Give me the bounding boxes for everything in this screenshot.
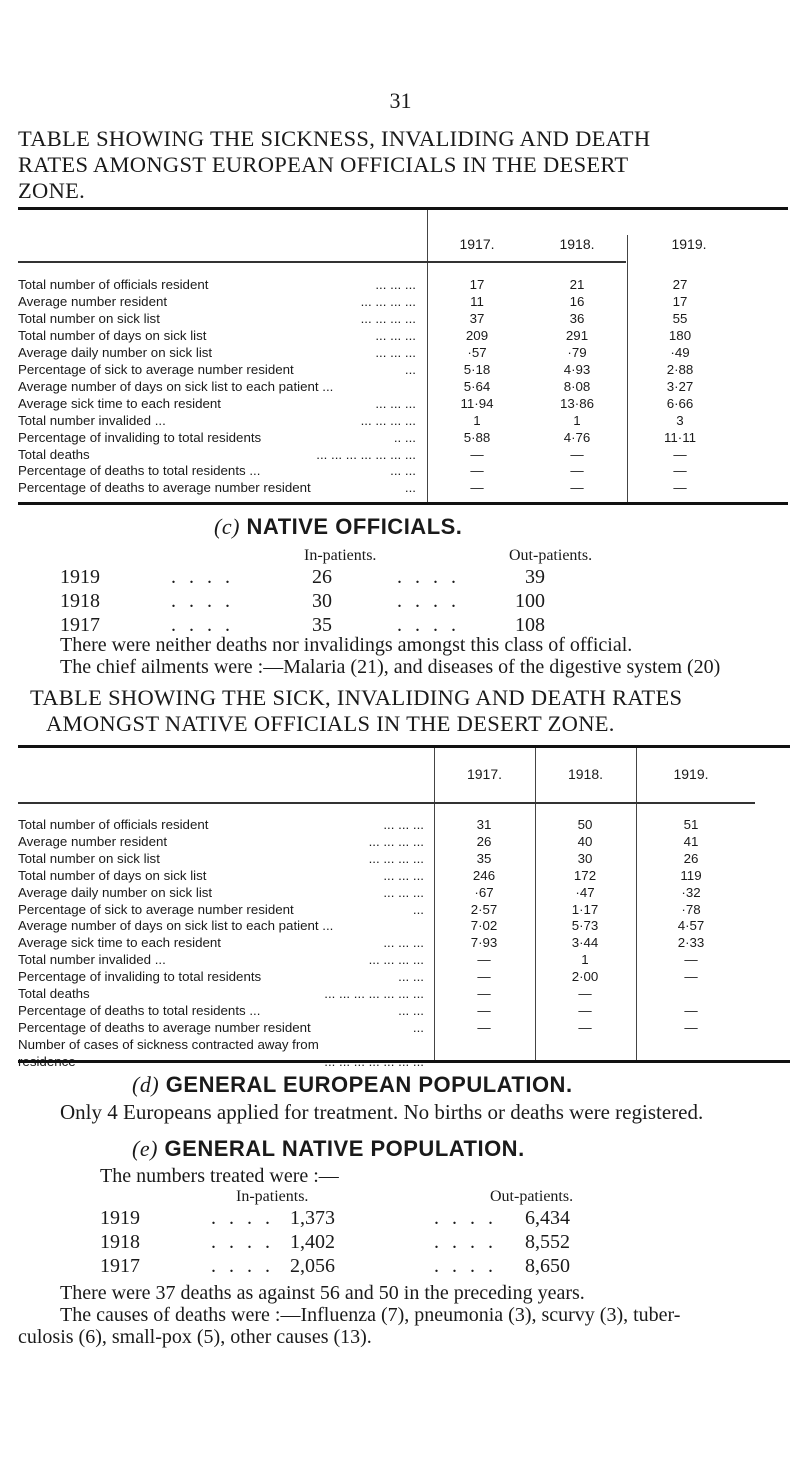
column-header-1918: 1918. (559, 236, 595, 252)
row-leader-dots: ... ... ... ... (368, 850, 424, 866)
row-label: Average number resident (18, 833, 168, 849)
out-patients-value: 6,434 (525, 1207, 570, 1229)
row-label: Average number of days on sick list to each patient ... (18, 378, 334, 394)
row-leader-dots: ... ... ... (383, 867, 424, 883)
in-patients-header: In-patients. (304, 547, 377, 564)
table-1-title (18, 126, 790, 204)
cell-1917: ·67 (474, 884, 494, 900)
table-row (18, 1036, 790, 1053)
leader-dots: . . . . (397, 590, 460, 612)
row-label: Percentage of invaliding to total residents (18, 429, 262, 445)
title-line: AMONGST NATIVE OFFICIALS IN THE DESERT ZONE. (46, 711, 615, 736)
row-leader-dots: ... ... ... ... ... ... ... (324, 986, 424, 1001)
cell-1918: ·79 (567, 344, 587, 360)
in-patients-header: In-patients. (236, 1188, 309, 1205)
in-patients-value: 1,373 (290, 1207, 335, 1229)
in-patients-value: 2,056 (290, 1255, 335, 1277)
native-officials-counts (60, 544, 700, 640)
row-label: Total number on sick list (18, 850, 160, 866)
cell-1919: 17 (672, 293, 688, 309)
cell-1918: ·47 (575, 884, 595, 900)
row-label: Percentage of sick to average number resident (18, 361, 294, 377)
row-leader-dots: ... ... ... (383, 884, 424, 900)
column-header-1918: 1918. (567, 766, 604, 782)
header-rule (18, 261, 626, 263)
section-title: GENERAL NATIVE POPULATION. (164, 1136, 525, 1161)
section-c-text-2: The chief ailments were :—Malaria (21), and diseases of the digestive system (20) (60, 656, 721, 678)
leader-dots: . . . . (434, 1231, 497, 1253)
cell-1919: — (684, 969, 698, 985)
row-label: Number of cases of sickness contracted away from (18, 1036, 319, 1052)
cell-1917: ·57 (467, 344, 487, 360)
table-row (18, 833, 790, 850)
row-label: Total number invalided ... (18, 412, 166, 428)
table-bottom-rule (18, 502, 788, 505)
cell-1919: — (673, 463, 687, 479)
table-row (18, 462, 788, 479)
leader-dots: . . . . (211, 1255, 274, 1277)
row-leader-dots: ... ... ... (375, 277, 416, 292)
cell-1919: ·78 (681, 901, 701, 917)
cell-1919: 55 (672, 310, 688, 326)
table-row (18, 293, 788, 310)
section-c-text-1: There were neither deaths nor invalidings amongst this class of official. (60, 634, 633, 656)
cell-1918: — (570, 446, 584, 462)
table-row (18, 867, 790, 884)
cell-1918: 1·17 (571, 901, 599, 917)
row-label: Total number on sick list (18, 310, 160, 326)
cell-1918: 291 (565, 327, 589, 343)
row-leader-dots: ... ... ... (383, 817, 424, 832)
row-label: Total number of officials resident (18, 277, 209, 292)
table-row (18, 985, 790, 1002)
cell-1919: 3·27 (666, 378, 694, 394)
row-leader-dots: ... (412, 1019, 424, 1035)
cell-1917: 26 (476, 833, 492, 849)
table-bottom-rule (18, 1060, 790, 1063)
cell-1918: 2·00 (571, 969, 599, 985)
section-e-text-3: culosis (6), small-pox (5), other causes (13). (18, 1326, 372, 1348)
section-e-intro: The numbers treated were :— (100, 1165, 339, 1187)
cell-1919: 119 (680, 867, 702, 883)
table-row (18, 412, 788, 429)
table-top-rule (18, 207, 788, 210)
cell-1917: 5·64 (463, 378, 491, 394)
row-label: Average sick time to each resident (18, 935, 222, 951)
title-line: ZONE. (18, 178, 86, 203)
section-letter: (d) (132, 1072, 160, 1097)
out-patients-value: 108 (515, 614, 545, 636)
row-label: Average daily number on sick list (18, 884, 213, 900)
table-row (18, 934, 790, 951)
section-e-text-1: There were 37 deaths as against 56 and 50 in the preceding years. (60, 1282, 585, 1304)
table-row (18, 429, 788, 446)
row-label: Percentage of deaths to average number resident (18, 480, 311, 496)
out-patients-value: 8,552 (525, 1231, 570, 1253)
cell-1917: 35 (476, 850, 492, 866)
cell-1917: 246 (472, 867, 496, 883)
in-patients-value: 1,402 (290, 1231, 335, 1253)
table-top-rule (18, 745, 790, 748)
european-officials-table (18, 207, 788, 505)
cell-1918: — (578, 1002, 592, 1018)
cell-1917: 5·18 (463, 361, 491, 377)
cell-1919: 3 (676, 412, 684, 428)
column-header-1917: 1917. (466, 766, 503, 782)
leader-dots: . . . . (171, 614, 234, 636)
section-d-text: Only 4 Europeans applied for treatment. No births or deaths were registered. (60, 1100, 704, 1124)
row-leader-dots: ... ... ... ... (360, 412, 416, 428)
out-patients-value: 8,650 (525, 1255, 570, 1277)
leader-dots: . . . . (171, 566, 234, 588)
header-rule (18, 802, 755, 804)
year-label: 1917 (60, 614, 100, 636)
cell-1918: 8·08 (563, 378, 591, 394)
native-officials-table (18, 745, 790, 1063)
table-row (18, 1019, 790, 1036)
cell-1918: 13·86 (559, 395, 594, 411)
table-row (18, 378, 788, 395)
row-leader-dots: ... (404, 361, 416, 377)
cell-1918: 50 (577, 817, 593, 832)
row-label: Percentage of deaths to average number resident (18, 1019, 311, 1035)
out-patients-header: Out-patients. (490, 1188, 574, 1205)
native-population-counts (100, 1185, 700, 1281)
cell-1919: 11·11 (663, 429, 697, 445)
table-row (18, 276, 788, 293)
cell-1917: 7·02 (470, 918, 498, 934)
cell-1919: 51 (683, 817, 699, 832)
cell-1917: 209 (465, 327, 489, 343)
cell-1917: 11 (470, 293, 484, 309)
cell-1917: 11·94 (460, 395, 494, 411)
table-row (18, 901, 790, 918)
cell-1917: 1 (473, 412, 481, 428)
in-patients-value: 35 (312, 614, 332, 636)
title-line: TABLE SHOWING THE SICK, INVALIDING AND DEATH RATES (30, 685, 683, 710)
cell-1917: — (477, 952, 491, 968)
year-label: 1919 (100, 1207, 140, 1229)
cell-1917: — (477, 1019, 491, 1035)
cell-1918: 3·44 (571, 935, 599, 951)
year-label: 1917 (100, 1255, 140, 1277)
row-leader-dots: ... ... ... (375, 344, 416, 360)
table-row (18, 917, 790, 934)
year-label: 1918 (60, 590, 100, 612)
cell-1918: 172 (573, 867, 597, 883)
row-leader-dots: ... ... ... ... (368, 833, 424, 849)
row-leader-dots: ... ... ... (383, 935, 424, 951)
leader-dots: . . . . (397, 566, 460, 588)
cell-1919: 27 (672, 277, 688, 292)
row-leader-dots: .. ... (393, 429, 416, 445)
row-leader-dots: ... ... ... ... (360, 293, 416, 309)
row-label: Percentage of deaths to total residents ... (18, 463, 261, 479)
section-title: GENERAL EUROPEAN POPULATION. (165, 1072, 573, 1097)
row-label: Total number of officials resident (18, 817, 209, 832)
leader-dots: . . . . (434, 1207, 497, 1229)
cell-1918: — (570, 463, 584, 479)
cell-1917: — (470, 446, 484, 462)
row-label: Total number of days on sick list (18, 327, 207, 343)
section-e-heading (132, 1136, 525, 1162)
cell-1917: 31 (476, 817, 492, 832)
section-title: NATIVE OFFICIALS. (246, 514, 463, 539)
row-leader-dots: ... ... ... ... (368, 952, 424, 968)
row-label: Total deaths (18, 446, 90, 462)
cell-1918: — (578, 986, 592, 1001)
cell-1917: — (477, 1002, 491, 1018)
cell-1918: — (578, 1019, 592, 1035)
cell-1919: 41 (683, 833, 699, 849)
section-e-text-2: The causes of deaths were :—Influenza (7), pneumonia (3), scurvy (3), tuber- (60, 1304, 681, 1326)
cell-1917: — (477, 986, 491, 1001)
row-leader-dots: ... ... ... ... (360, 310, 416, 326)
row-label: Percentage of sick to average number resident (18, 901, 294, 917)
table-row (18, 395, 788, 412)
table-row (18, 479, 788, 496)
title-line: RATES AMONGST EUROPEAN OFFICIALS IN THE DESERT (18, 152, 629, 177)
cell-1919: 26 (683, 850, 699, 866)
leader-dots: . . . . (171, 590, 234, 612)
cell-1918: 1 (581, 952, 589, 968)
out-patients-value: 100 (515, 590, 545, 612)
table-row (18, 951, 790, 968)
cell-1919: ·32 (681, 884, 701, 900)
row-label: Total number of days on sick list (18, 867, 207, 883)
cell-1917: — (470, 463, 484, 479)
cell-1919: 180 (668, 327, 692, 343)
row-leader-dots: ... ... (398, 969, 424, 985)
cell-1917: 17 (469, 277, 485, 292)
year-label: 1919 (60, 566, 100, 588)
cell-1917: 7·93 (470, 935, 498, 951)
cell-1918: 1 (573, 412, 581, 428)
cell-1918: 4·93 (563, 361, 591, 377)
column-header-1919: 1919. (671, 236, 707, 252)
cell-1918: 30 (577, 850, 593, 866)
cell-1918: 4·76 (563, 429, 591, 445)
table-2-title (30, 685, 801, 737)
table-row (18, 344, 788, 361)
cell-1919: — (673, 446, 687, 462)
cell-1919: 2·33 (677, 935, 705, 951)
cell-1917: 5·88 (463, 429, 491, 445)
cell-1917: — (470, 480, 484, 496)
section-c-heading (214, 514, 462, 540)
section-letter: (c) (214, 514, 240, 539)
row-leader-dots: ... ... ... ... ... ... ... (316, 446, 416, 462)
table-row (18, 1002, 790, 1019)
section-d-heading (132, 1072, 573, 1098)
cell-1918: 5·73 (571, 918, 599, 934)
section-letter: (e) (132, 1136, 158, 1161)
year-label: 1918 (100, 1231, 140, 1253)
cell-1919: — (684, 1019, 698, 1035)
row-label: Average number of days on sick list to each patient ... (18, 918, 334, 934)
cell-1918: 36 (569, 310, 585, 326)
cell-1919: 4·57 (677, 918, 705, 934)
cell-1918: 21 (569, 277, 585, 292)
cell-1919: — (684, 952, 698, 968)
table-row (18, 327, 788, 344)
cell-1918: — (570, 480, 584, 496)
cell-1919: 2·88 (666, 361, 694, 377)
row-label: Percentage of deaths to total residents ... (18, 1002, 261, 1018)
in-patients-value: 26 (312, 566, 332, 588)
out-patients-value: 39 (525, 566, 545, 588)
row-label: Percentage of invaliding to total residents (18, 969, 262, 985)
row-label: Total number invalided ... (18, 952, 166, 968)
row-leader-dots: ... ... (390, 463, 416, 479)
table-row (18, 361, 788, 378)
cell-1918: 40 (577, 833, 593, 849)
cell-1919: — (684, 1002, 698, 1018)
cell-1919: ·49 (670, 344, 690, 360)
row-label: Total deaths (18, 986, 90, 1001)
cell-1917: — (477, 969, 491, 985)
cell-1917: 2·57 (470, 901, 498, 917)
cell-1919: — (673, 480, 687, 496)
column-header-1917: 1917. (459, 236, 495, 252)
leader-dots: . . . . (211, 1231, 274, 1253)
leader-dots: . . . . (397, 614, 460, 636)
table-row (18, 968, 790, 985)
title-line: TABLE SHOWING THE SICKNESS, INVALIDING AND DEATH (18, 126, 651, 151)
page-number: 31 (389, 88, 412, 113)
in-patients-value: 30 (312, 590, 332, 612)
cell-1919: 6·66 (666, 395, 694, 411)
row-leader-dots: ... ... ... (375, 327, 416, 343)
row-label: Average daily number on sick list (18, 344, 213, 360)
cell-1918: 16 (569, 293, 585, 309)
table-row (18, 310, 788, 327)
leader-dots: . . . . (434, 1255, 497, 1277)
table-row (18, 446, 788, 463)
row-leader-dots: ... ... ... (375, 395, 416, 411)
table-row (18, 884, 790, 901)
table-row (18, 850, 790, 867)
row-leader-dots: ... (412, 901, 424, 917)
row-leader-dots: ... (404, 480, 416, 496)
row-label: Average number resident (18, 293, 168, 309)
row-label: Average sick time to each resident (18, 395, 222, 411)
out-patients-header: Out-patients. (509, 547, 593, 564)
table-row (18, 816, 790, 833)
row-leader-dots: ... ... (398, 1002, 424, 1018)
leader-dots: . . . . (211, 1207, 274, 1229)
cell-1917: 37 (469, 310, 485, 326)
column-header-1919: 1919. (673, 766, 709, 782)
